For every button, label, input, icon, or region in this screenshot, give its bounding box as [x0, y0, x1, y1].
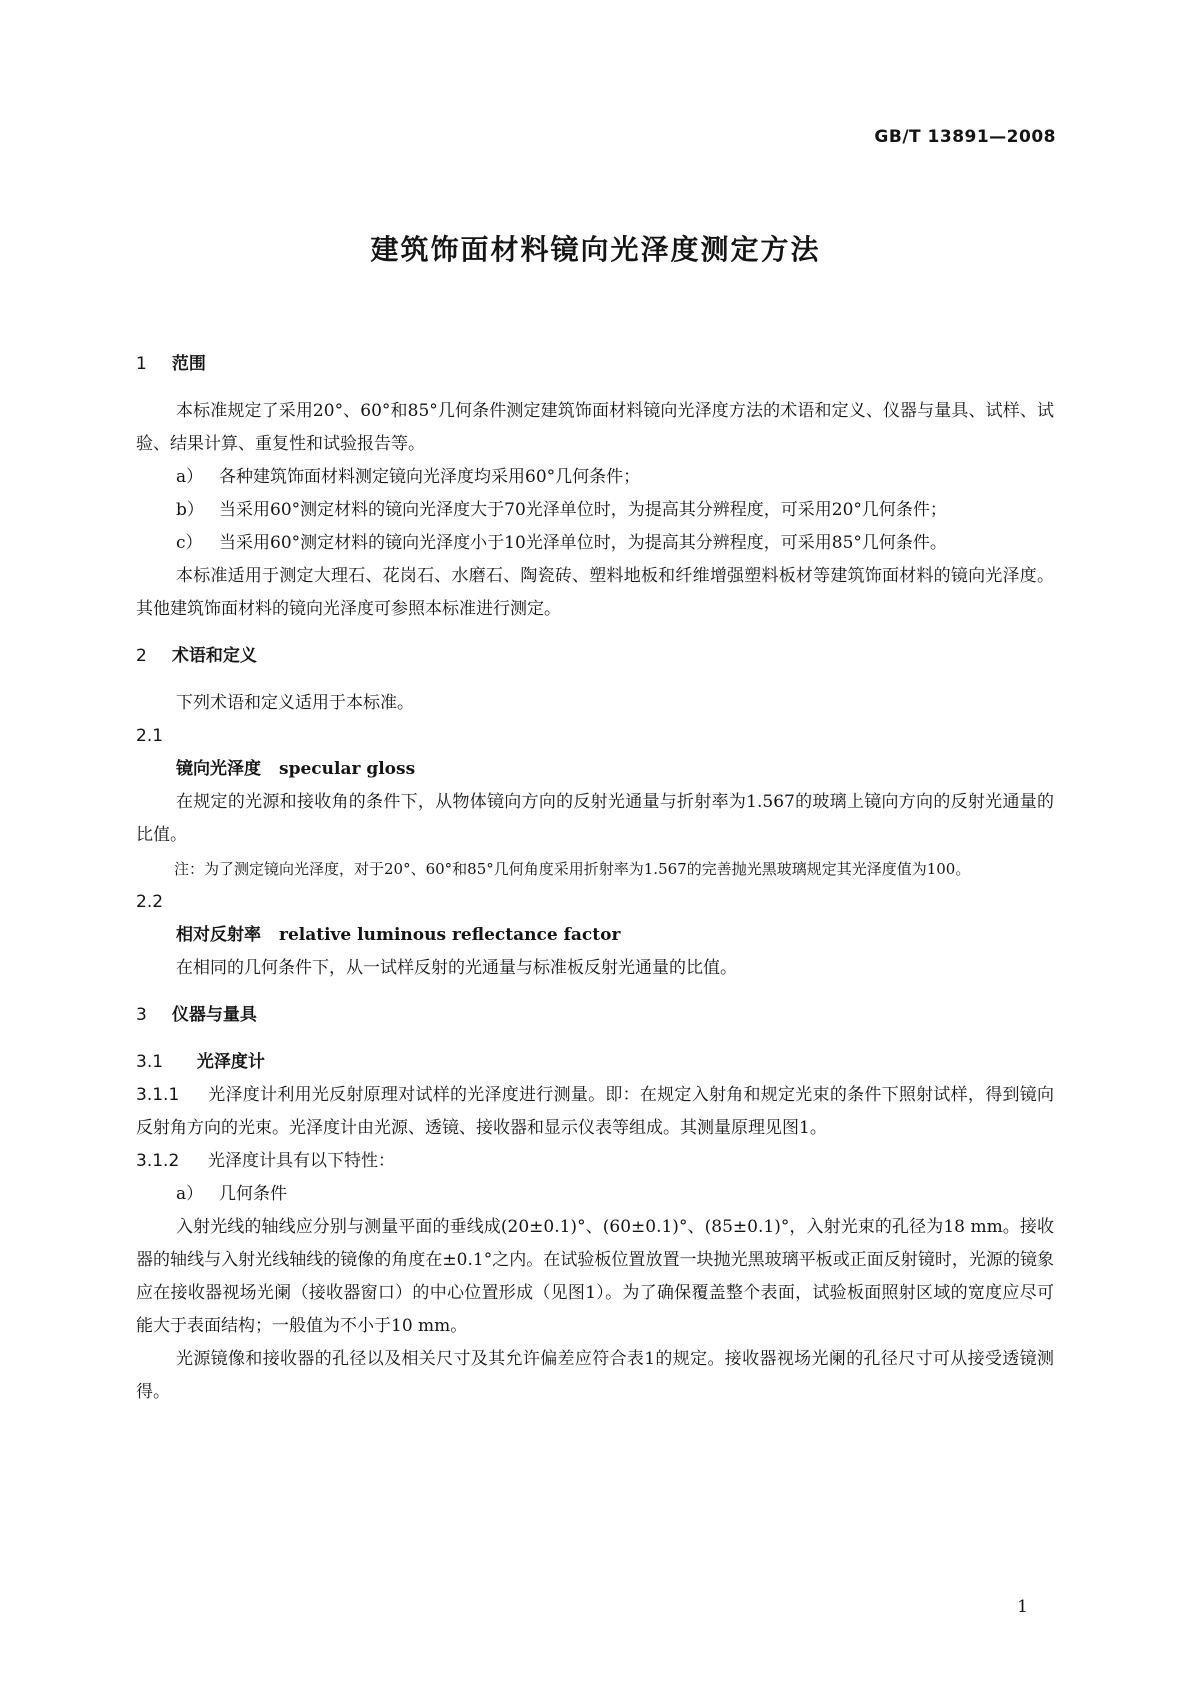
section-number: 2: [136, 646, 147, 666]
subsection-title: 光泽度计: [196, 1052, 265, 1072]
list-text: 几何条件: [219, 1184, 287, 1204]
term-en: specular gloss: [279, 759, 416, 779]
note: [136, 854, 1054, 884]
subsection-heading: [136, 1046, 1054, 1079]
paragraph: 本标准适用于测定大理石、花岗石、水磨石、陶瓷砖、塑料地板和纤维增强塑料板材等建筑饰面材料的镜向光泽度。其他建筑饰面材料的镜向光泽度可参照本标准进行测定。: [136, 566, 1054, 619]
clause: [136, 1079, 1054, 1145]
document-body: [136, 334, 1054, 1409]
standard-code: GB/T 13891—2008: [874, 127, 1056, 147]
term-entry: [136, 753, 1054, 786]
section-2-heading: [136, 640, 1054, 673]
list-item: [136, 527, 1054, 560]
section-title: 范围: [171, 354, 206, 374]
clause-number: 3.1.2: [136, 1151, 180, 1171]
term-zh: 镜向光泽度: [176, 759, 261, 779]
section-title: 仪器与量具: [171, 1005, 257, 1025]
section-3-heading: [136, 999, 1054, 1032]
paragraph: 入射光线的轴线应分别与测量平面的垂线成(20±0.1)°、(60±0.1)°、(85±0.1)°，入射光束的孔径为18 mm。接收器的轴线与入射光线轴线的镜像的角度在±0.1°之内。在试验板位置放置一块抛光黑玻璃平板或正面反射镜时，光源的镜象应在接收器视场光阑（接收器窗口）的中心位置形成（见图1）。为了确保覆盖整个表面，试验板面照射区域的宽度应尽可能大于表面结构；一般值为不小于10 mm。: [136, 1217, 1054, 1336]
clause-text: 光泽度计利用光反射原理对试样的光泽度进行测量。即：在规定入射角和规定光束的条件下照射试样，得到镜向反射角方向的光束。光泽度计由光源、透镜、接收器和显示仪表等组成。其测量原理见图1。: [136, 1085, 1054, 1138]
term-zh: 相对反射率: [176, 925, 261, 945]
clause-text: 光泽度计具有以下特性：: [208, 1151, 395, 1171]
list-marker: a）: [176, 1184, 204, 1204]
list-marker: c）: [176, 533, 203, 553]
section-1-heading: [136, 348, 1054, 381]
section-title: 术语和定义: [171, 646, 257, 666]
subsection-number: 3.1: [136, 1052, 164, 1072]
list-text: 当采用60°测定材料的镜向光泽度小于10光泽单位时，为提高其分辨程度，可采用85°几何条件。: [219, 533, 947, 553]
clause-number: 2.1: [136, 726, 164, 746]
list-text: 当采用60°测定材料的镜向光泽度大于70光泽单位时，为提高其分辨程度，可采用20°几何条件；: [219, 500, 947, 520]
list-text: 各种建筑饰面材料测定镜向光泽度均采用60°几何条件；: [219, 467, 641, 487]
list-marker: a）: [176, 467, 204, 487]
list-item: [136, 1178, 1054, 1211]
clause-number: 2.2: [136, 892, 164, 912]
paragraph: 本标准规定了采用20°、60°和85°几何条件测定建筑饰面材料镜向光泽度方法的术语和定义、仪器与量具、试样、试验、结果计算、重复性和试验报告等。: [136, 401, 1054, 454]
list-item: [136, 461, 1054, 494]
list-item: [136, 494, 1054, 527]
clause: [136, 1145, 1054, 1178]
term-en: relative luminous reflectance factor: [279, 925, 621, 945]
section-number: 1: [136, 354, 147, 374]
term-entry: [136, 919, 1054, 952]
clause-number: 3.1.1: [136, 1085, 180, 1105]
term-definition: 在规定的光源和接收角的条件下，从物体镜向方向的反射光通量与折射率为1.567的玻璃上镜向方向的反射光通量的比值。: [136, 792, 1054, 845]
paragraph: 下列术语和定义适用于本标准。: [176, 693, 414, 713]
note-label: 注：: [174, 860, 205, 878]
list-marker: b）: [176, 500, 204, 520]
term-definition: 在相同的几何条件下，从一试样反射的光通量与标准板反射光通量的比值。: [176, 958, 737, 978]
document-title: 建筑饰面材料镜向光泽度测定方法: [370, 233, 821, 266]
paragraph: 光源镜像和接收器的孔径以及相关尺寸及其允许偏差应符合表1的规定。接收器视场光阑的孔径尺寸可从接受透镜测得。: [136, 1349, 1054, 1402]
section-number: 3: [136, 1005, 147, 1025]
page-number: 1: [1017, 1597, 1028, 1617]
note-text: 为了测定镜向光泽度，对于20°、60°和85°几何角度采用折射率为1.567的完善抛光黑玻璃规定其光泽度值为100。: [204, 860, 971, 878]
